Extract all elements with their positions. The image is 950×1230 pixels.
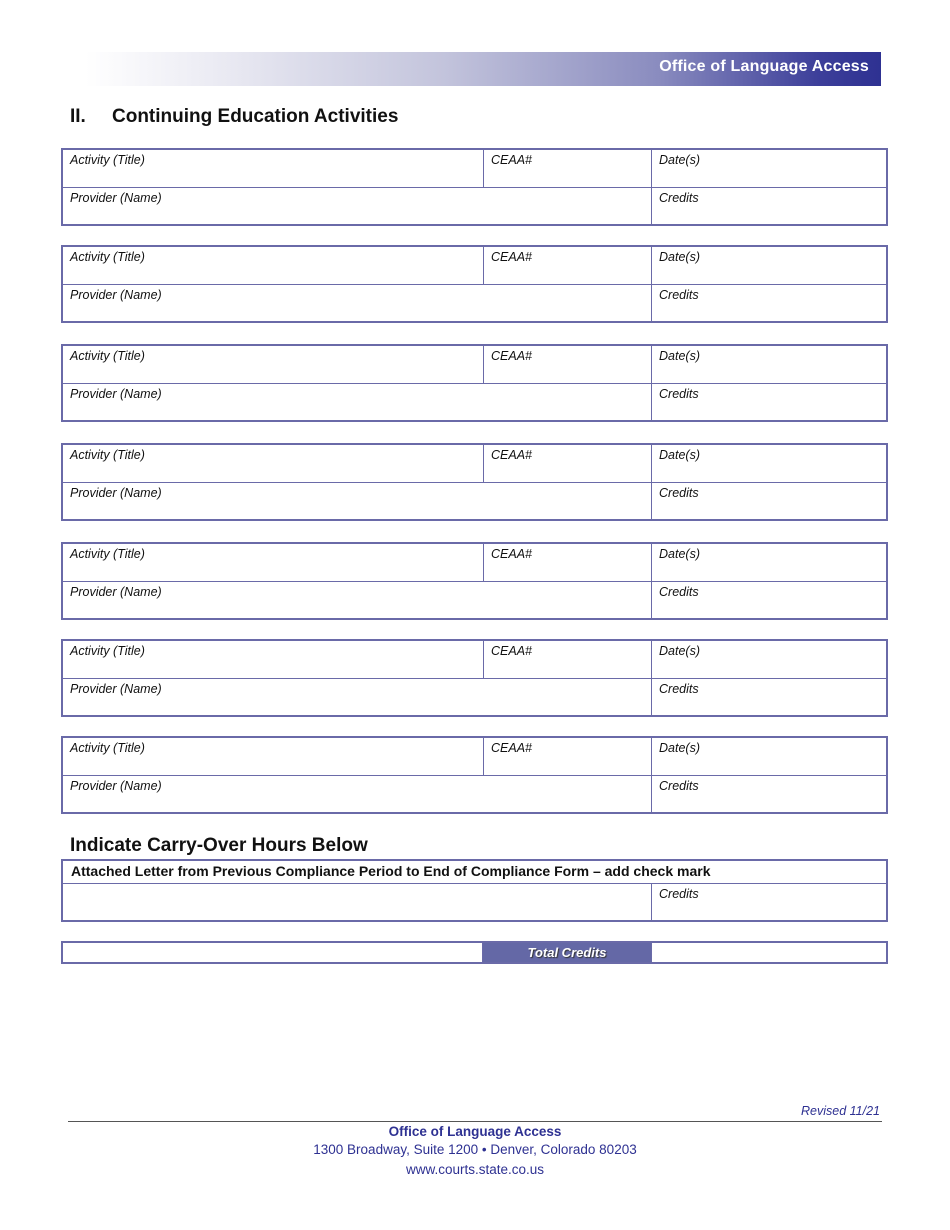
activity-block (61, 736, 888, 814)
ceaa-label: CEAA# (491, 153, 532, 167)
provider-name-label: Provider (Name) (70, 288, 162, 302)
activity-row (63, 641, 886, 678)
activity-title-label: Activity (Title) (70, 547, 145, 561)
dates-label: Date(s) (659, 349, 700, 363)
activity-row (63, 150, 886, 187)
footer-address: 1300 Broadway, Suite 1200 • Denver, Colorado 80203 (313, 1142, 637, 1157)
credits-field[interactable] (652, 285, 886, 321)
ceaa-field[interactable] (484, 247, 652, 284)
carry-over-title: Indicate Carry-Over Hours Below (70, 835, 368, 856)
section-number: II. (70, 106, 86, 127)
credits-field[interactable] (652, 582, 886, 618)
total-credits-row (61, 941, 888, 964)
provider-name-label: Provider (Name) (70, 682, 162, 696)
activity-row (63, 544, 886, 581)
activity-block (61, 443, 888, 521)
footer-divider (68, 1121, 882, 1122)
credits-field[interactable] (652, 776, 886, 812)
activity-title-field[interactable] (63, 641, 484, 678)
provider-name-label: Provider (Name) (70, 486, 162, 500)
dates-field[interactable] (652, 544, 886, 581)
credits-label: Credits (659, 887, 699, 901)
ceaa-field[interactable] (484, 445, 652, 482)
dates-field[interactable] (652, 247, 886, 284)
activity-title-label: Activity (Title) (70, 741, 145, 755)
provider-name-field[interactable] (63, 285, 652, 321)
activity-row (63, 445, 886, 482)
activity-row (63, 346, 886, 383)
provider-row (63, 187, 886, 224)
provider-name-label: Provider (Name) (70, 191, 162, 205)
provider-row (63, 581, 886, 618)
total-blank-cell (63, 943, 483, 962)
activity-title-field[interactable] (63, 738, 484, 775)
credits-label: Credits (659, 682, 699, 696)
provider-name-field[interactable] (63, 188, 652, 224)
dates-field[interactable] (652, 150, 886, 187)
activity-title-label: Activity (Title) (70, 349, 145, 363)
provider-name-field[interactable] (63, 679, 652, 715)
carry-over-instruction: Attached Letter from Previous Compliance Period to End of Compliance Form – add check mark (63, 861, 886, 884)
ceaa-field[interactable] (484, 641, 652, 678)
credits-label: Credits (659, 486, 699, 500)
activity-block (61, 245, 888, 323)
dates-field[interactable] (652, 738, 886, 775)
activity-title-label: Activity (Title) (70, 448, 145, 462)
provider-name-field[interactable] (63, 582, 652, 618)
activity-block (61, 542, 888, 620)
activity-title-field[interactable] (63, 150, 484, 187)
dates-field[interactable] (652, 346, 886, 383)
credits-field[interactable] (652, 679, 886, 715)
ceaa-field[interactable] (484, 346, 652, 383)
activity-title-field[interactable] (63, 346, 484, 383)
dates-label: Date(s) (659, 644, 700, 658)
ceaa-label: CEAA# (491, 644, 532, 658)
activity-title-field[interactable] (63, 247, 484, 284)
ceaa-field[interactable] (484, 544, 652, 581)
footer (0, 1123, 950, 1180)
provider-name-field[interactable] (63, 776, 652, 812)
activity-block (61, 639, 888, 717)
carry-over-row (63, 884, 886, 920)
dates-label: Date(s) (659, 741, 700, 755)
provider-name-label: Provider (Name) (70, 779, 162, 793)
provider-name-label: Provider (Name) (70, 387, 162, 401)
carry-over-check-field[interactable] (63, 884, 652, 920)
activity-row (63, 247, 886, 284)
credits-label: Credits (659, 779, 699, 793)
dates-label: Date(s) (659, 153, 700, 167)
header-title: Office of Language Access (659, 58, 869, 75)
activity-title-field[interactable] (63, 544, 484, 581)
header-bar (85, 52, 881, 86)
total-credits-field[interactable] (651, 943, 886, 962)
credits-field[interactable] (652, 188, 886, 224)
provider-row (63, 284, 886, 321)
carry-over-table (61, 859, 888, 922)
ceaa-label: CEAA# (491, 448, 532, 462)
provider-row (63, 775, 886, 812)
activity-block (61, 148, 888, 226)
dates-field[interactable] (652, 445, 886, 482)
provider-name-label: Provider (Name) (70, 585, 162, 599)
footer-office-name: Office of Language Access (388, 1124, 562, 1139)
ceaa-field[interactable] (484, 738, 652, 775)
footer-website: www.courts.state.co.us (405, 1162, 545, 1177)
provider-row (63, 383, 886, 420)
credits-field[interactable] (652, 483, 886, 519)
credits-label: Credits (659, 191, 699, 205)
activity-title-field[interactable] (63, 445, 484, 482)
provider-name-field[interactable] (63, 384, 652, 420)
activity-row (63, 738, 886, 775)
ceaa-label: CEAA# (491, 741, 532, 755)
section-heading: Continuing Education Activities (112, 106, 399, 127)
section-title (70, 106, 398, 128)
credits-field[interactable] (652, 384, 886, 420)
dates-field[interactable] (652, 641, 886, 678)
activity-title-label: Activity (Title) (70, 644, 145, 658)
provider-name-field[interactable] (63, 483, 652, 519)
credits-label: Credits (659, 288, 699, 302)
provider-row (63, 482, 886, 519)
provider-row (63, 678, 886, 715)
activity-title-label: Activity (Title) (70, 250, 145, 264)
ceaa-label: CEAA# (491, 250, 532, 264)
credits-label: Credits (659, 585, 699, 599)
dates-label: Date(s) (659, 250, 700, 264)
ceaa-label: CEAA# (491, 547, 532, 561)
revised-date: Revised 11/21 (801, 1104, 880, 1118)
credits-label: Credits (659, 387, 699, 401)
ceaa-label: CEAA# (491, 349, 532, 363)
dates-label: Date(s) (659, 547, 700, 561)
ceaa-field[interactable] (484, 150, 652, 187)
activity-block (61, 344, 888, 422)
carry-over-credits-field[interactable] (652, 884, 886, 920)
dates-label: Date(s) (659, 448, 700, 462)
total-credits-label: Total Credits (483, 943, 651, 962)
activity-title-label: Activity (Title) (70, 153, 145, 167)
